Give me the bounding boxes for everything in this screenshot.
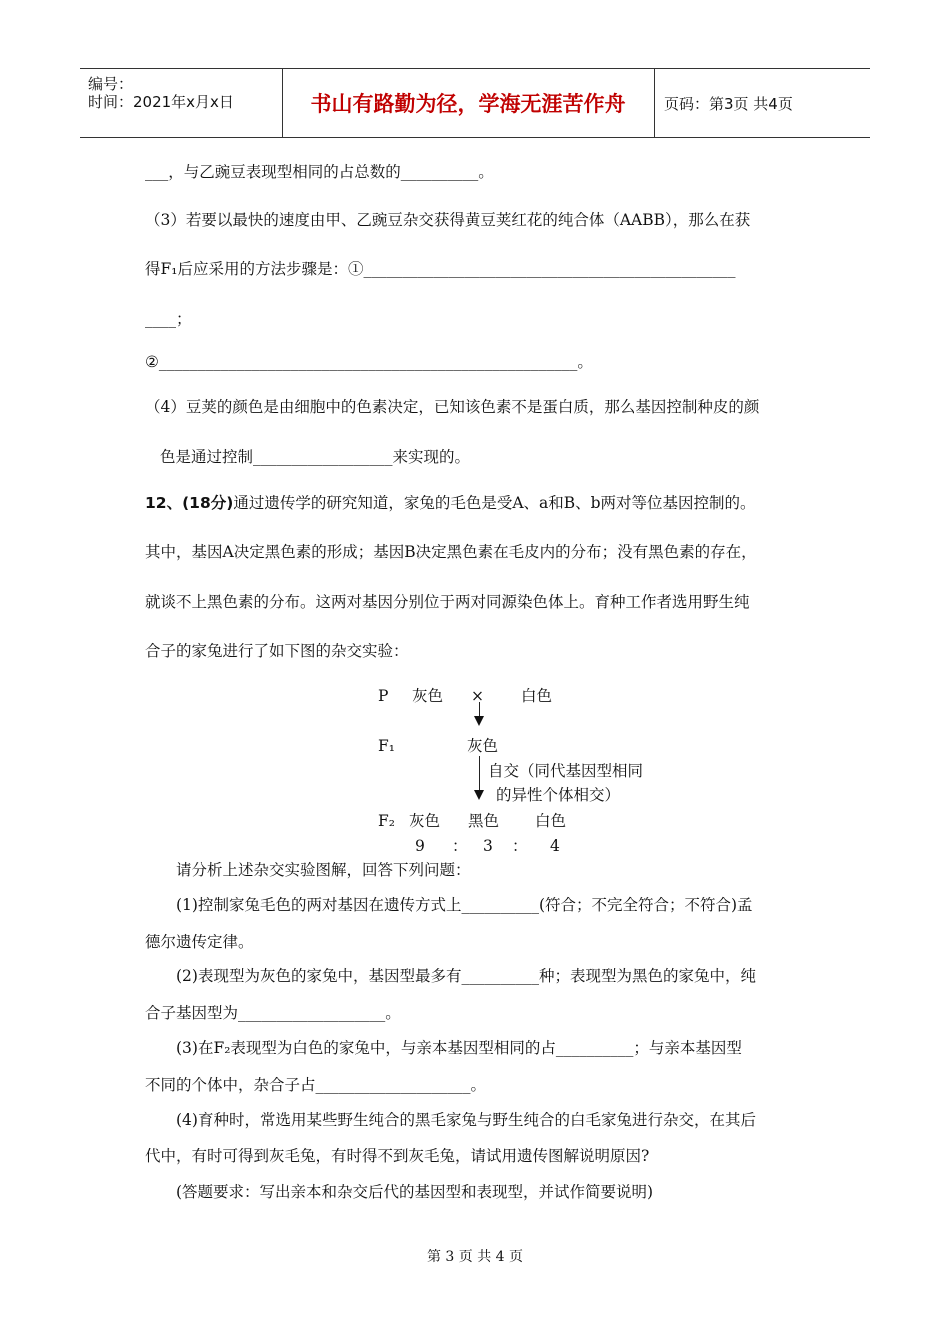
header-motto: 书山有路勤为径，学海无涯苦作舟: [282, 69, 655, 137]
text-line: （4）豆荚的颜色是由细胞中的色素决定，已知该色素不是蛋白质，那么基因控制种皮的颜: [145, 398, 760, 416]
text-line: 得F₁后应采用的方法步骤是：①________________________________________________: [145, 260, 736, 278]
text-line: 不同的个体中，杂合子占____________________。: [145, 1076, 487, 1094]
date-label: 时间：2021年x月x日: [88, 93, 234, 111]
text-line: ___，与乙豌豆表现型相同的占总数的__________。: [145, 163, 494, 181]
f1-label: F₁: [378, 737, 395, 755]
text-line: (答题要求：写出亲本和杂交后代的基因型和表现型，并试作简要说明): [176, 1183, 654, 1201]
f2-white: 白色: [535, 812, 567, 830]
text-line: 请分析上述杂交实验图解，回答下列问题：: [176, 861, 471, 879]
p-label: P: [378, 687, 389, 705]
ratio-separator: ：: [512, 837, 528, 855]
f1-phenotype: 灰色: [467, 737, 499, 755]
f2-gray: 灰色: [409, 812, 441, 830]
arrow-line-1: [479, 702, 480, 716]
cross-symbol: ×: [471, 687, 484, 705]
text-line: ②______________________________________________________。: [145, 353, 593, 371]
text-line: (1)控制家兔毛色的两对基因在遗传方式上__________(符合；不完全符合；不符合)孟: [176, 896, 753, 914]
text-line: (3)在F₂表现型为白色的家兔中，与亲本基因型相同的占__________；与亲本基因型: [176, 1039, 742, 1057]
question-12-line: [145, 493, 756, 513]
ratio-white: 4: [550, 837, 560, 855]
header-meta: [80, 69, 283, 137]
question-number: 12、(18分): [145, 494, 234, 512]
text-line: 就谈不上黑色素的分布。这两对基因分别位于两对同源染色体上。育种工作者选用野生纯: [145, 593, 750, 611]
arrow-line-2: [479, 756, 480, 790]
code-label: 编号：: [88, 75, 134, 93]
ratio-black: 3: [483, 837, 493, 855]
page-footer: 第 3 页 共 4 页: [426, 1249, 524, 1265]
f2-label: F₂: [378, 812, 395, 830]
text-line: 色是通过控制__________________来实现的。: [160, 448, 471, 466]
text-line: （3）若要以最快的速度由甲、乙豌豆杂交获得黄豆荚红花的纯合体（AABB），那么在获: [145, 211, 751, 229]
text-line: 其中，基因A决定黑色素的形成；基因B决定黑色素在毛皮内的分布；没有黑色素的存在，: [145, 543, 757, 561]
f2-black: 黑色: [468, 812, 500, 830]
text-line: 代中，有时可得到灰毛兔，有时得不到灰毛兔，请试用遗传图解说明原因?: [145, 1147, 650, 1165]
text-line: 合子的家兔进行了如下图的杂交实验：: [145, 642, 409, 660]
text-line: (4)育种时，常选用某些野生纯合的黑毛家兔与野生纯合的白毛家兔进行杂交，在其后: [176, 1111, 756, 1129]
text-line: 德尔遗传定律。: [145, 933, 254, 951]
arrow-down-icon: [474, 790, 484, 800]
header-page-info: 页码：第3页 共4页: [664, 94, 793, 113]
text-line: 合子基因型为___________________。: [145, 1004, 401, 1022]
arrow-down-icon: [474, 716, 484, 726]
ratio-gray: 9: [415, 837, 425, 855]
page-header: [80, 68, 870, 138]
p-left-phenotype: 灰色: [412, 687, 444, 705]
selfing-note-2: 的异性个体相交）: [496, 786, 621, 804]
text-line: ____；: [145, 310, 192, 328]
question-text: 通过遗传学的研究知道，家兔的毛色是受A、a和B、b两对等位基因控制的。: [233, 494, 756, 512]
selfing-note-1: 自交（同代基因型相同: [488, 762, 644, 780]
ratio-separator: ：: [452, 837, 468, 855]
p-right-phenotype: 白色: [521, 687, 553, 705]
text-line: (2)表现型为灰色的家兔中，基因型最多有__________种；表现型为黑色的家兔中，纯: [176, 967, 756, 985]
